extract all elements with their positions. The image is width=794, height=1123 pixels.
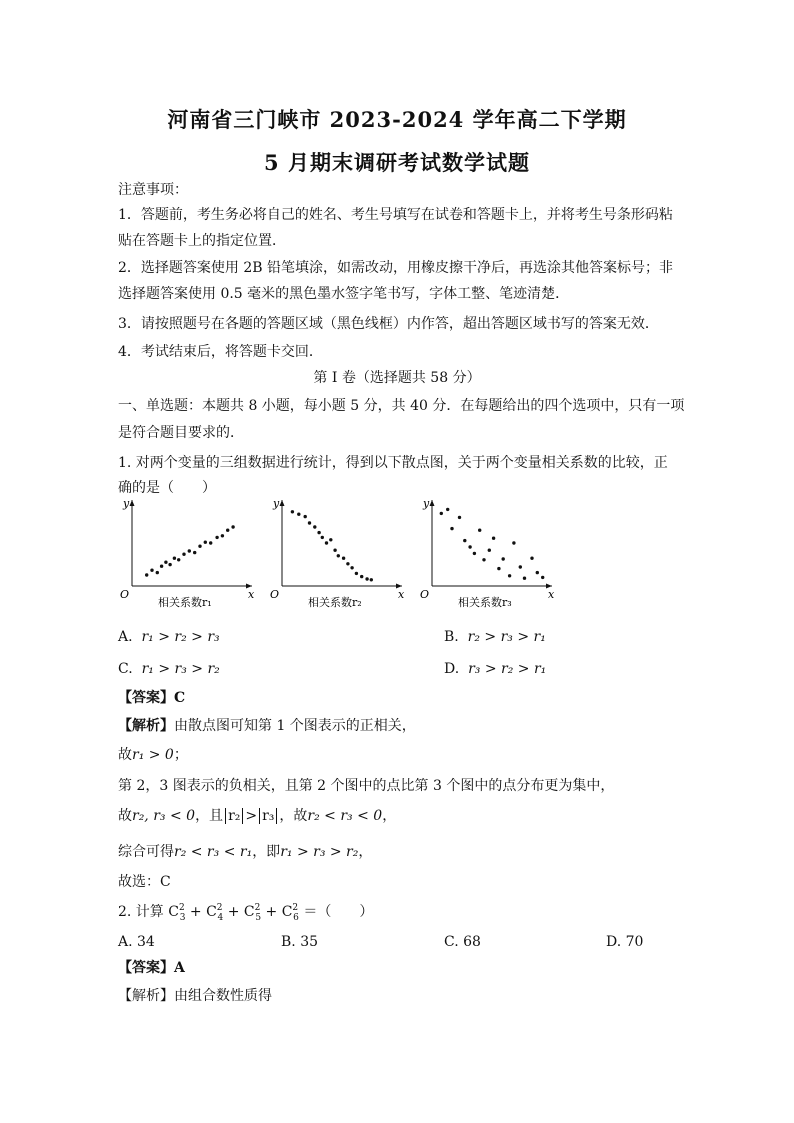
data-point — [325, 541, 328, 544]
data-point — [168, 563, 171, 566]
q1-option-b-text: r₂ > r₃ > r₁ — [467, 629, 546, 645]
q1-analysis-4-gt: > — [245, 808, 258, 824]
q1-analysis-1 — [118, 716, 416, 736]
data-point — [497, 567, 500, 570]
q1-analysis-4-abs-r3: r₃ — [259, 808, 277, 824]
q1-analysis-4-mid2: ，故 — [279, 808, 308, 824]
data-point — [365, 577, 368, 580]
q2-option-b[interactable]: B. 35 — [281, 934, 319, 950]
q1-option-a-text: r₁ > r₂ > r₃ — [141, 629, 220, 645]
data-point — [536, 571, 539, 574]
notice-item3: 3．请按照题号在各题的答题区域（黑色线框）内作答，超出答题区域书写的答案无效． — [118, 316, 659, 332]
page-title-line1: 河南省三门峡市 2023-2024 学年高二下学期 — [167, 107, 627, 132]
q1-analysis-5 — [118, 842, 372, 862]
origin-label: O — [420, 588, 430, 601]
data-point — [458, 516, 461, 519]
y-axis-label: y — [423, 498, 430, 510]
q1-option-b-label: B. — [444, 629, 459, 645]
section-heading-b: 是符合题目要求的． — [118, 425, 244, 441]
section-heading-a: 一、单选题：本题共 8 小题，每小题 5 分，共 40 分．在每题给出的四个选项中，只有一项 — [118, 398, 685, 414]
data-point — [204, 541, 207, 544]
q2-option-d[interactable]: D. 70 — [606, 934, 644, 950]
q1-stem-a: 1. 对两个变量的三组数据进行统计，得到以下散点图，关于两个变量相关系数的比较，正 — [118, 455, 668, 471]
data-point — [182, 553, 185, 556]
q1-option-c-text: r₁ > r₃ > r₂ — [141, 661, 220, 677]
x-axis-label: x — [548, 588, 555, 601]
x-axis-label: x — [398, 588, 405, 601]
data-point — [198, 545, 201, 548]
data-point — [156, 571, 159, 574]
notice-item1-a: 1．答题前，考生务必将自己的姓名、考生号填写在试卷和答题卡上，并将考生号条形码粘 — [118, 207, 673, 223]
notice-heading: 注意事项： — [118, 182, 188, 198]
data-point — [478, 529, 481, 532]
q1-option-d-label: D. — [444, 661, 460, 677]
data-point — [145, 573, 148, 576]
q1-option-c-label: C. — [118, 661, 133, 677]
q1-analysis-label: 【解析】 — [118, 718, 174, 734]
y-axis-arrow — [430, 500, 435, 506]
data-point — [350, 566, 353, 569]
q1-analysis-2-pre: 故 — [118, 747, 132, 763]
q2-option-c[interactable]: C. 68 — [444, 934, 481, 950]
q1-analysis-5-post: ， — [358, 844, 373, 860]
page-title-line2: 5 月期末调研考试数学试题 — [264, 150, 530, 175]
q1-analysis-5-mid: ，即 — [252, 844, 281, 860]
data-point — [370, 578, 373, 581]
q1-option-d[interactable] — [444, 659, 546, 679]
data-point — [482, 558, 485, 561]
data-point — [530, 557, 533, 560]
data-point — [492, 537, 495, 540]
data-point — [231, 525, 234, 528]
origin-label: O — [120, 588, 130, 601]
data-point — [342, 557, 345, 560]
y-axis-arrow — [130, 500, 135, 506]
scatter-plots — [110, 498, 570, 618]
data-point — [160, 565, 163, 568]
q1-analysis-4-math3: r₂ < r₃ < 0 — [307, 808, 383, 824]
data-point — [291, 510, 294, 513]
data-point — [519, 565, 522, 568]
data-point — [512, 541, 515, 544]
data-point — [193, 551, 196, 554]
q1-analysis-4-post: ， — [382, 808, 397, 824]
q1-analysis-2-post: ； — [173, 747, 188, 763]
q2-option-a[interactable]: A. 34 — [118, 934, 155, 950]
data-point — [488, 549, 491, 552]
q1-option-d-text: r₃ > r₂ > r₁ — [468, 661, 547, 677]
q2-stem — [118, 902, 373, 924]
y-axis-arrow — [280, 500, 285, 506]
q1-analysis-2-math: r₁ > 0 — [132, 747, 174, 763]
data-point — [308, 521, 311, 524]
data-point — [360, 575, 363, 578]
scatter-plot-2 — [270, 498, 405, 609]
q1-option-a-label: A. — [118, 629, 133, 645]
q1-option-b[interactable] — [444, 627, 546, 647]
q2-stem-post: ＝（ ） — [303, 904, 374, 920]
q1-analysis-3: 第 2，3 图表示的负相关，且第 2 个图中的点比第 3 个图中的点分布更为集中， — [118, 778, 615, 794]
q2-formula: $C^2_3 + C^2_4 + C^2_5 + C^2_6$ — [168, 903, 299, 923]
data-point — [173, 557, 176, 560]
data-point — [313, 525, 316, 528]
q1-analysis-4-abs-r2: r₂ — [225, 808, 243, 824]
q1-answer: 【答案】C — [118, 690, 186, 706]
scatter-plot-3 — [420, 498, 555, 609]
x-axis-label: x — [248, 588, 255, 601]
data-point — [541, 576, 544, 579]
data-point — [297, 513, 300, 516]
data-point — [333, 549, 336, 552]
data-point — [463, 539, 466, 542]
data-point — [164, 561, 167, 564]
data-point — [508, 574, 511, 577]
notice-item2-a: 2．选择题答案使用 2B 铅笔填涂，如需改动，用橡皮擦干净后，再选涂其他答案标号；非 — [118, 260, 674, 276]
part1-heading: 第 I 卷（选择题共 58 分） — [313, 370, 481, 386]
q1-analysis-5-math1: r₂ < r₃ < r₁ — [174, 844, 253, 860]
data-point — [177, 558, 180, 561]
data-point — [355, 572, 358, 575]
q1-analysis-4 — [118, 806, 396, 826]
data-point — [209, 541, 212, 544]
data-point — [523, 577, 526, 580]
data-point — [150, 569, 153, 572]
notice-item4: 4．考试结束后，将答题卡交回． — [118, 344, 323, 360]
data-point — [226, 529, 229, 532]
data-point — [450, 527, 453, 530]
data-point — [188, 549, 191, 552]
plot-caption: 相关系数r₂ — [308, 596, 362, 609]
data-point — [502, 557, 505, 560]
q1-analysis-5-pre: 综合可得 — [118, 844, 174, 860]
q1-stem-b: 确的是（ ） — [118, 480, 216, 496]
data-point — [329, 538, 332, 541]
notice-item2-b: 选择题答案使用 0.5 毫米的黑色墨水签字笔书写，字体工整、笔迹清楚． — [118, 286, 570, 302]
data-point — [221, 534, 224, 537]
q2-answer: 【答案】A — [118, 960, 185, 976]
y-axis-label: y — [123, 498, 130, 510]
scatter-plot-1 — [120, 498, 255, 609]
data-point — [440, 512, 443, 515]
notice-item1-b: 贴在答题卡上的指定位置． — [118, 233, 286, 249]
data-point — [215, 536, 218, 539]
data-point — [446, 508, 449, 511]
q1-analysis-1-text: 由散点图可知第 1 个图表示的正相关， — [174, 718, 416, 734]
origin-label: O — [270, 588, 280, 601]
q1-analysis-5-math2: r₁ > r₃ > r₂ — [280, 844, 359, 860]
plot-caption: 相关系数r₁ — [158, 596, 212, 609]
data-point — [468, 545, 471, 548]
q2-analysis: 【解析】由组合数性质得 — [118, 988, 272, 1004]
q2-stem-pre: 2. 计算 — [118, 904, 164, 920]
plot-caption: 相关系数r₃ — [458, 596, 512, 609]
data-point — [304, 515, 307, 518]
q1-analysis-4-mid: ，且 — [195, 808, 224, 824]
q1-analysis-6: 故选：C — [118, 874, 171, 890]
data-point — [337, 554, 340, 557]
data-point — [321, 536, 324, 539]
q1-analysis-2 — [118, 745, 188, 765]
data-point — [317, 531, 320, 534]
q1-option-c[interactable] — [118, 659, 220, 679]
data-point — [473, 552, 476, 555]
q1-analysis-4-pre: 故 — [118, 808, 132, 824]
y-axis-label: y — [273, 498, 280, 510]
q1-analysis-4-math1: r₂, r₃ < 0 — [132, 808, 196, 824]
q1-option-a[interactable] — [118, 627, 220, 647]
data-point — [346, 562, 349, 565]
